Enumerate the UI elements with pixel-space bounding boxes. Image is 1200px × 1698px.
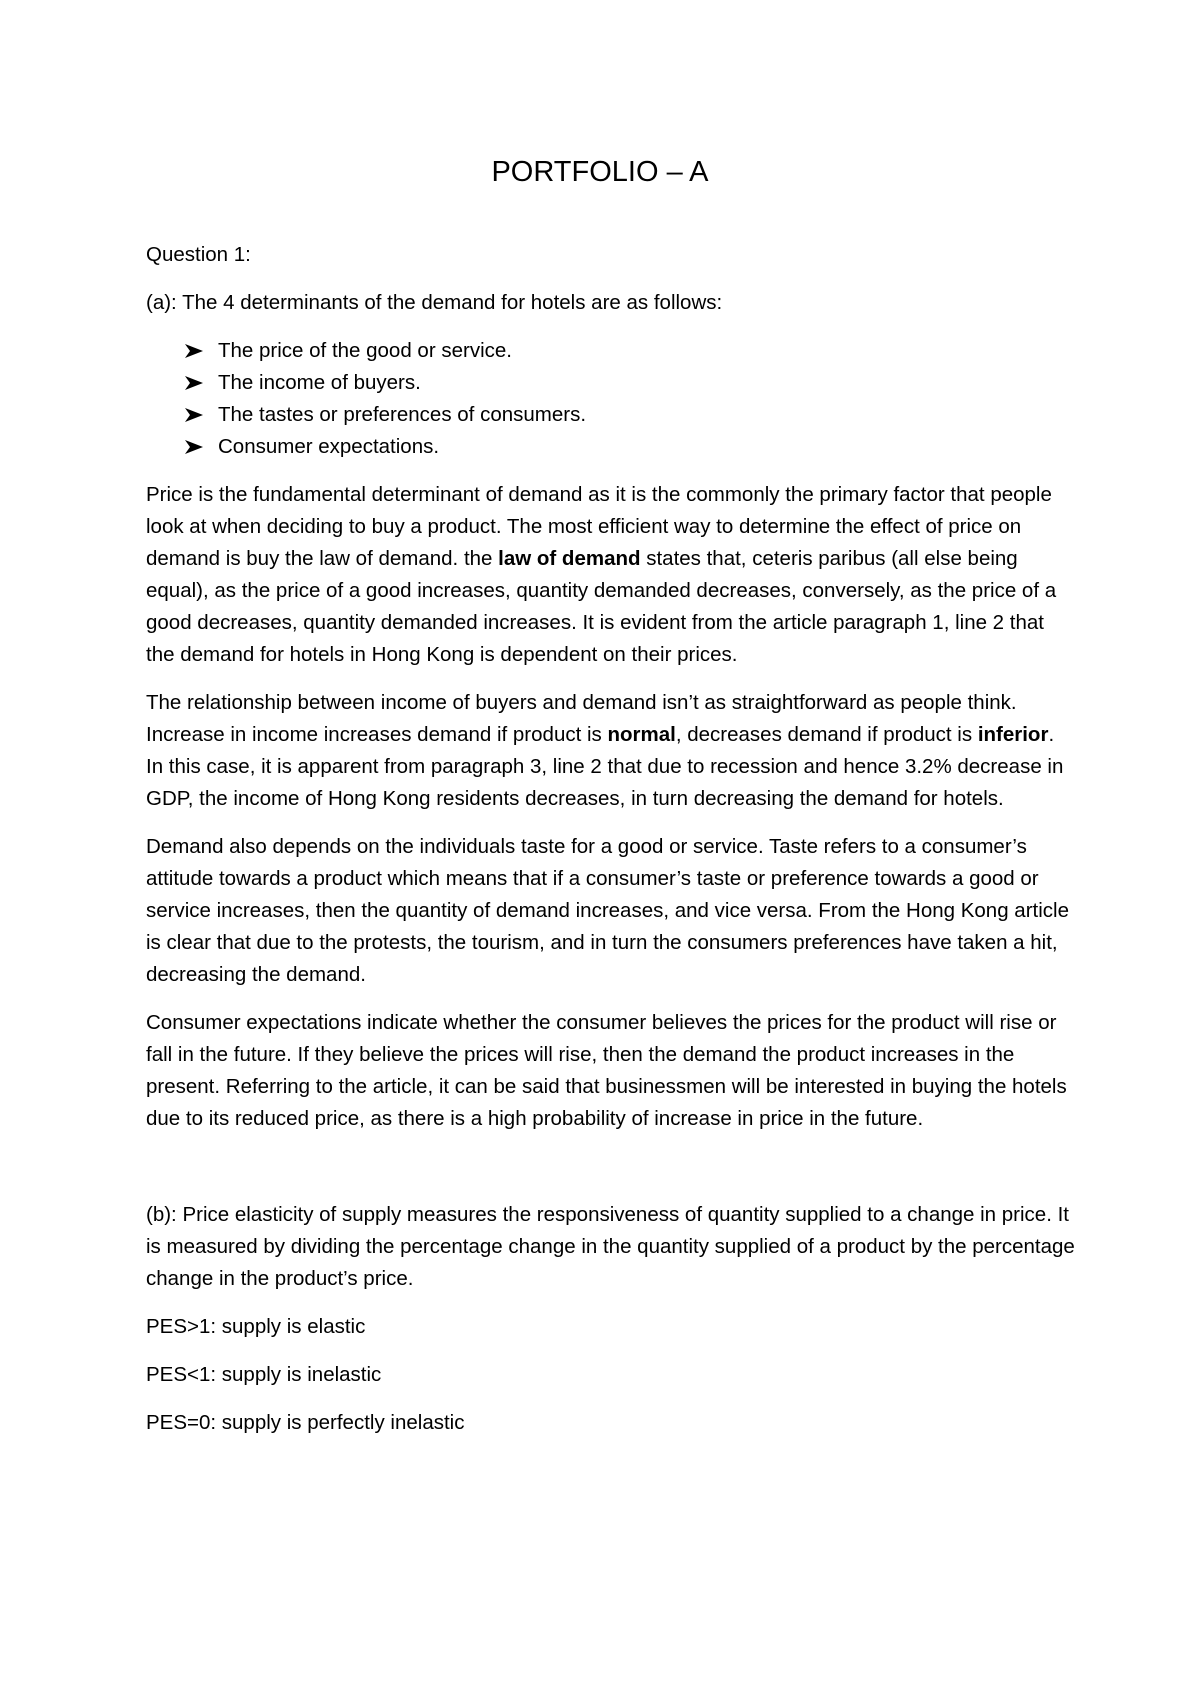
pes-inelastic-line: PES<1: supply is inelastic [146,1363,382,1386]
normal-term: normal [607,723,676,746]
list-item [184,399,1076,431]
arrow-bullet-icon [184,335,206,367]
list-item-text: The income of buyers. [218,371,421,394]
list-item-text: The tastes or preferences of consumers. [218,403,587,426]
page-title: PORTFOLIO – A [491,156,709,188]
list-item [184,335,1076,367]
income-paragraph-text-2: , decreases demand if product is [675,723,978,746]
arrow-bullet-icon [184,367,206,399]
list-item [184,431,1076,463]
income-paragraph-text-1: The relationship between income of buyers and demand isn’t as straightforward as people think. Increase in income increases demand if product is [146,691,1017,746]
list-item [184,367,1076,399]
question-heading: Question 1: [146,243,251,266]
expectations-paragraph: Consumer expectations indicate whether the consumer believes the prices for the product will rise or fall in the future. If they believe the prices will rise, then the demand the product increases in the present. Referring to the article, it can be said that businessmen will be interested in buying the hotels due to its reduced price, as there is a high probability of increase in price in the future. [146,1011,1067,1130]
inferior-term: inferior [977,723,1049,746]
part-b-paragraph: (b): Price elasticity of supply measures the responsiveness of quantity supplied to a change in price. It is measured by dividing the percentage change in the quantity supplied of a product by the percentage change in the product’s price. [146,1203,1075,1290]
law-of-demand-term: law of demand [498,547,641,570]
pes-perfectly-inelastic-line: PES=0: supply is perfectly inelastic [146,1411,465,1434]
price-paragraph [146,479,1076,671]
income-paragraph-text-3: . In this case, it is apparent from paragraph 3, line 2 that due to recession and hence 3.2% decrease in GDP, the income of Hong Kong residents decreases, in turn decreasing the demand for hotels. [146,723,1064,810]
price-paragraph-text-2: states that, ceteris paribus (all else being equal), as the price of a good increases, quantity demanded decreases, conversely, as the price of a good decreases, quantity demanded increases. It is evident from the article paragraph 1, line 2 that the demand for hotels in Hong Kong is dependent on their prices. [146,547,1057,666]
pes-elastic-line: PES>1: supply is elastic [146,1315,366,1338]
spacer [146,1151,1076,1199]
arrow-bullet-icon [184,431,206,463]
arrow-bullet-icon [184,399,206,431]
taste-paragraph: Demand also depends on the individuals taste for a good or service. Taste refers to a consumer’s attitude towards a product which means that if a consumer’s taste or preference towards a good or service increases, then the quantity of demand increases, and vice versa. From the Hong Kong article is clear that due to the protests, the tourism, and in turn the consumers preferences have taken a hit, decreasing the demand. [146,835,1069,986]
part-a-intro: (a): The 4 determinants of the demand for hotels are as follows: [146,291,723,314]
determinants-list [146,335,1076,463]
list-item-text: The price of the good or service. [218,339,512,362]
price-paragraph-text-1: Price is the fundamental determinant of demand as it is the commonly the primary factor that people look at when deciding to buy a product. The most efficient way to determine the effect of price on demand is buy the law of demand. the [146,483,1052,570]
income-paragraph [146,687,1076,815]
list-item-text: Consumer expectations. [218,435,440,458]
document-body [146,239,1076,1455]
